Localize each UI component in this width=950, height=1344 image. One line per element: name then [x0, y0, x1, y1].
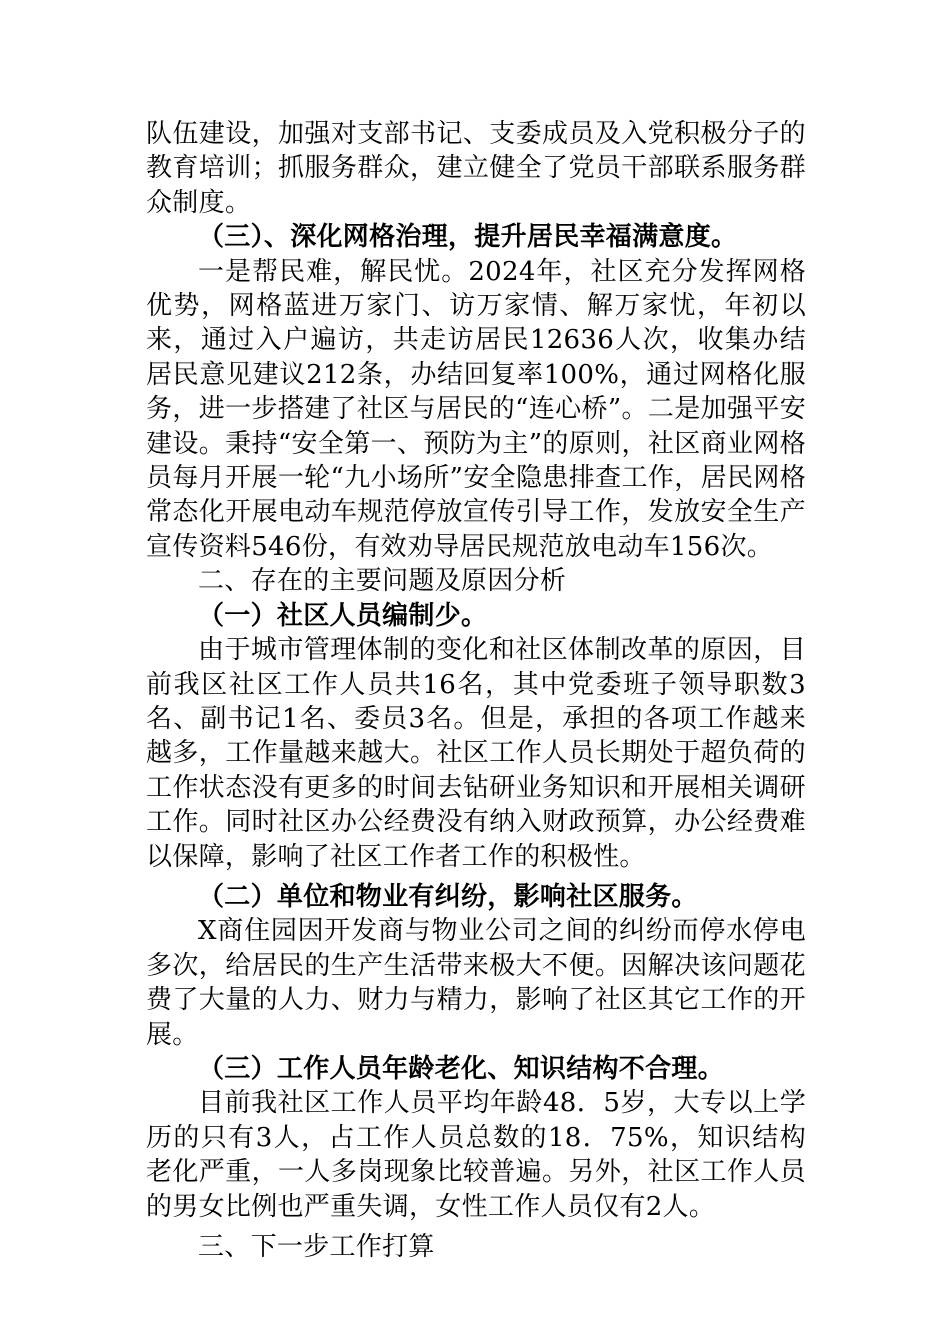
heading-grid-governance: （三）、深化网格治理，提升居民幸福满意度。 [198, 222, 738, 253]
document-body [146, 117, 806, 1264]
heading-staff-aging: （三）工作人员年龄老化、知识结构不合理。 [198, 1053, 725, 1084]
paragraph-staffing: 由于城市管理体制的变化和社区体制改革的原因，目前我区社区工作人员共16名，其中党委班子领导职数3名、副书记1名、委员3名。但是，承担的各项工作越来越多，工作量越来越大。社区工作人员长期处于超负荷的工作状态没有更多的时间去钻研业务知识和开展相关调研工作。同时社区办公经费没有纳入财政预算，办公经费难以保障，影响了社区工作者工作的积极性。 [146, 635, 806, 872]
heading-main-problems: 二、存在的主要问题及原因分析 [198, 566, 567, 597]
paragraph-staff-aging: 目前我社区工作人员平均年龄48．5岁，大专以上学历的只有3人，占工作人员总数的18．75%，知识结构老化严重，一人多岗现象比较普遍。另外，社区工作人员的男女比例也严重失调，女性工作人员仅有2人。 [146, 1088, 806, 1222]
paragraph-party-building: 队伍建设，加强对支部书记、支委成员及入党积极分子的教育培训；抓服务群众，建立健全了党员干部联系服务群众制度。 [146, 119, 806, 218]
paragraph-property-dispute: X商住园因开发商与物业公司之间的纠纷而停水停电多次，给居民的生产生活带来极大不便。因解决该问题花费了大量的人力、财力与精力，影响了社区其它工作的开展。 [146, 916, 806, 1050]
heading-property-dispute: （二）单位和物业有纠纷，影响社区服务。 [198, 881, 698, 912]
heading-next-steps: 三、下一步工作打算 [198, 1232, 435, 1262]
heading-staffing: （一）社区人员编制少。 [198, 600, 488, 631]
paragraph-grid-governance: 一是帮民难，解民忧。2024年，社区充分发挥网格优势，网格蓝进万家门、访万家情、解万家忧，年初以来，通过入户遍访，共走访居民12636人次，收集办结居民意见建议212条，办结回复率100%，通过网格化服务，进一步搭建了社区与居民的“连心桥”。二是加强平安建设。秉持“安全第一、预防为主”的原则，社区商业网格员每月开展一轮“九小场所”安全隐患排查工作，居民网格常态化开展电动车规范停放宣传引导工作，发放安全生产宣传资料546份，有效劝导居民规范放电动车156次。 [146, 256, 806, 562]
